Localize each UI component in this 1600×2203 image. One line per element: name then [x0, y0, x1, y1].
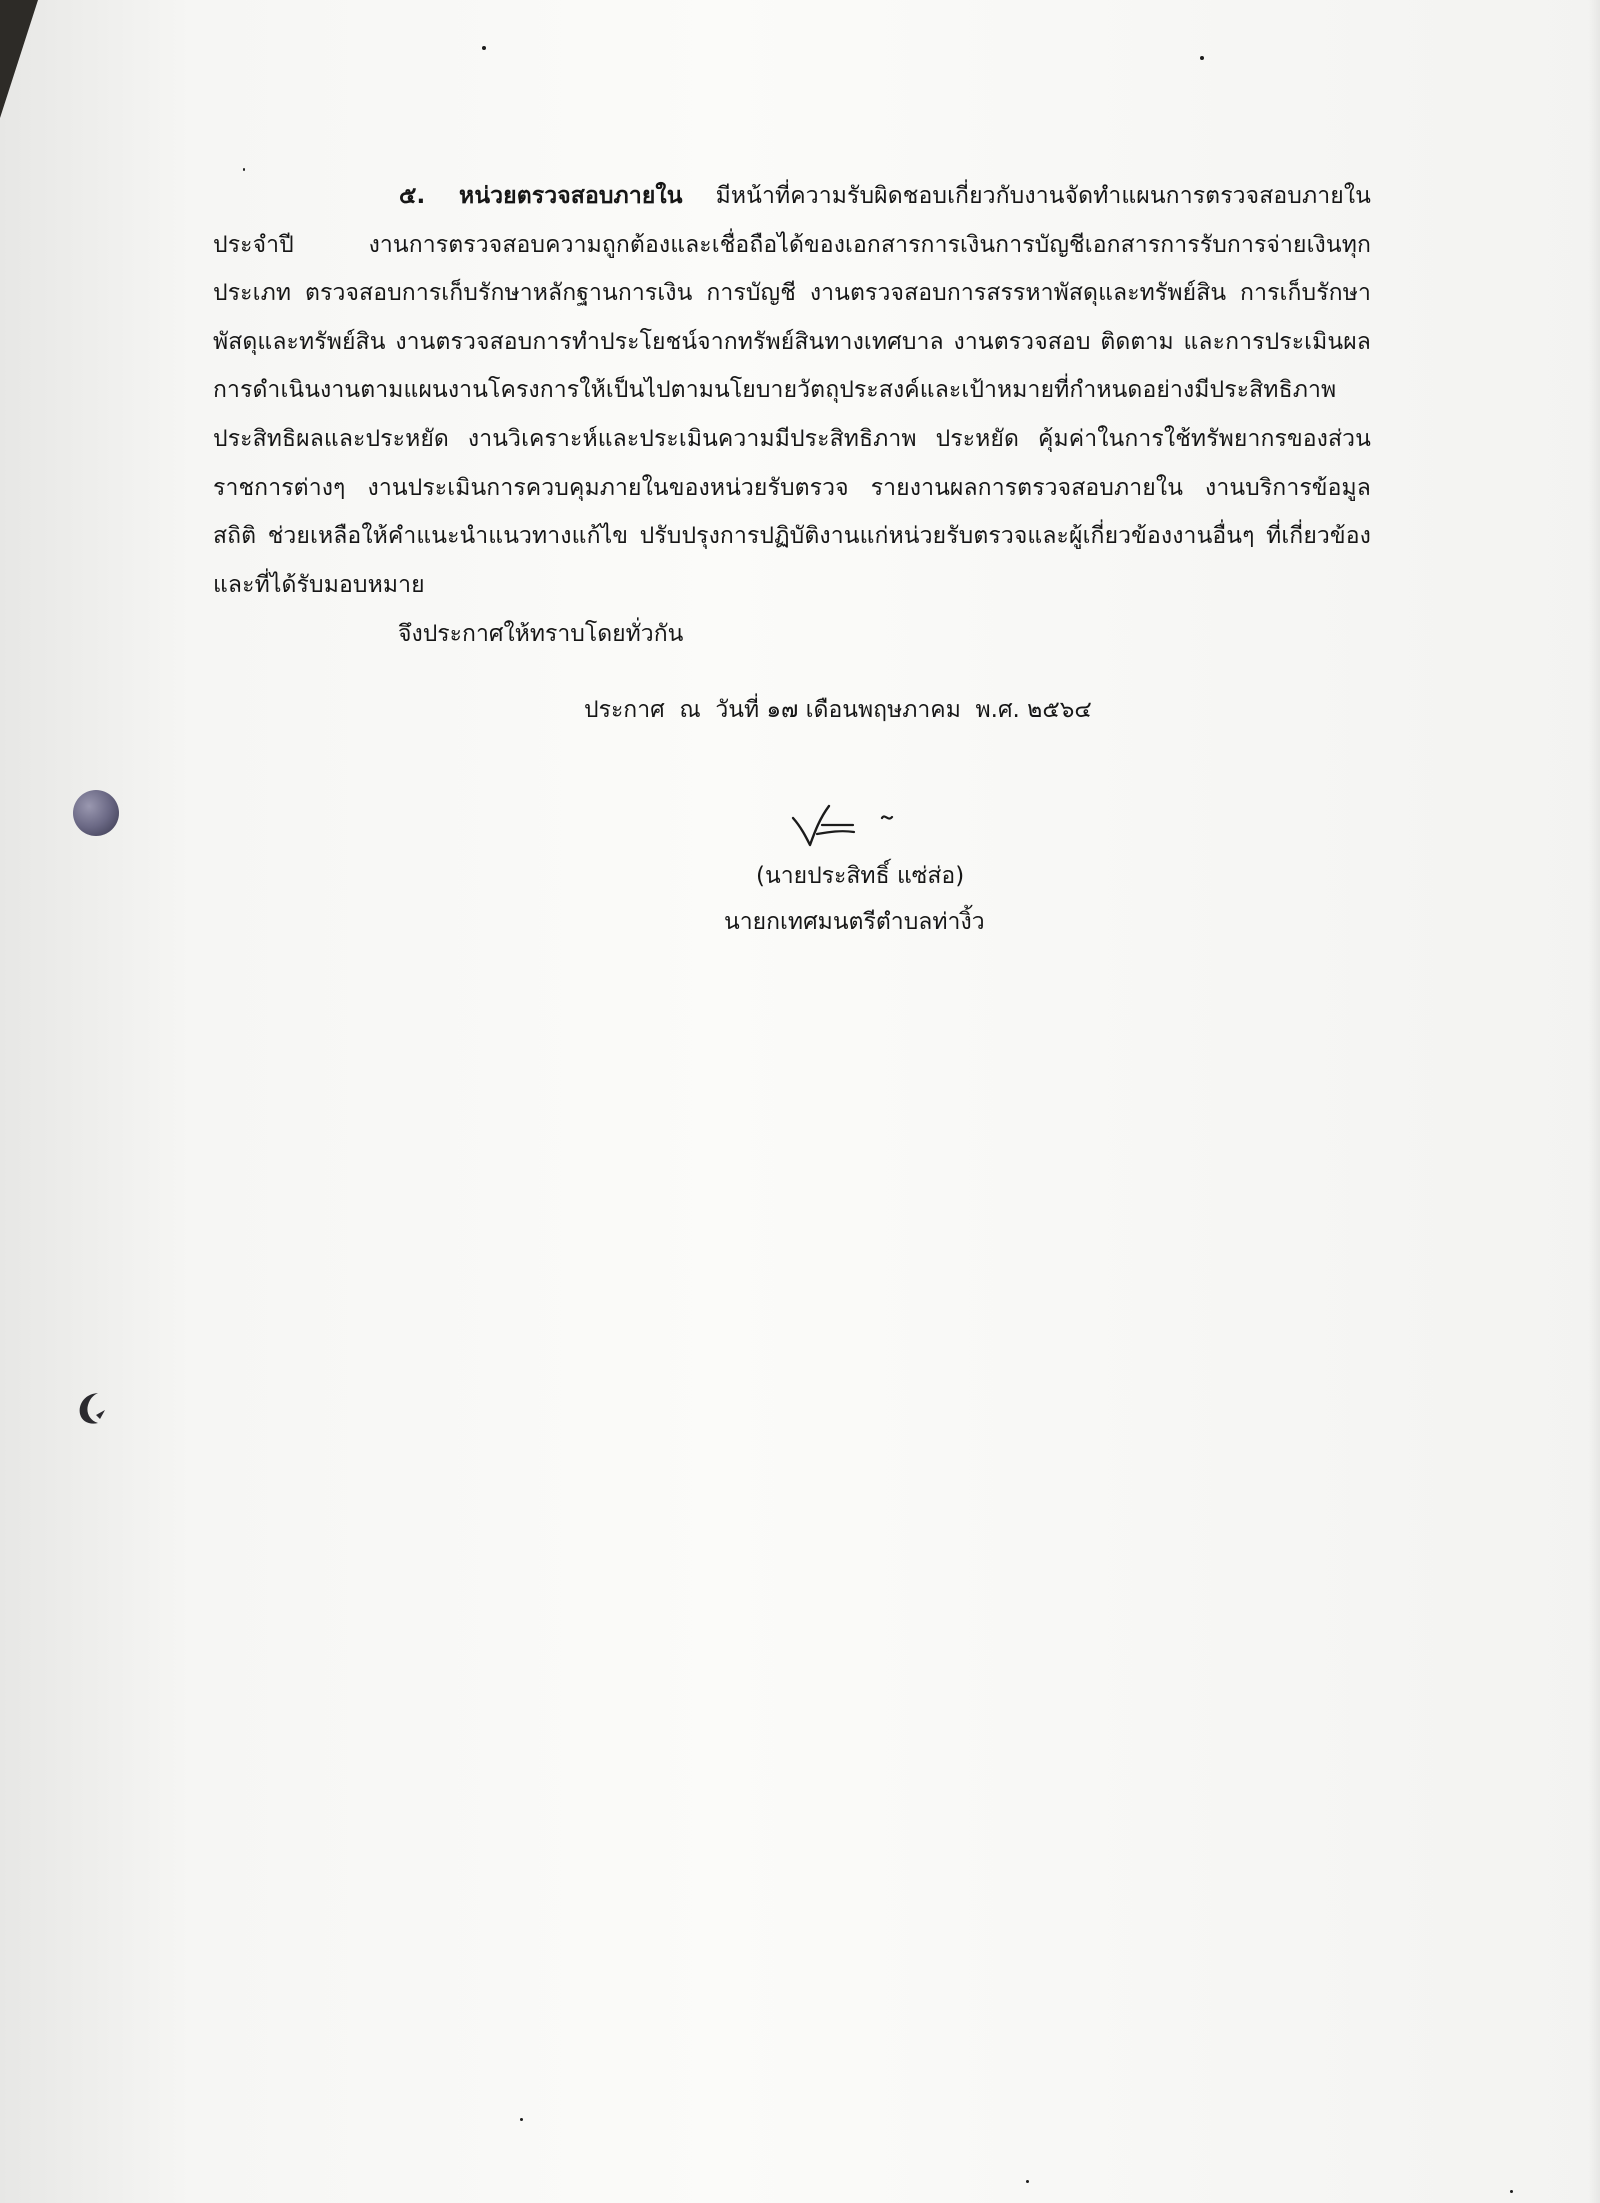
scan-speck: [1200, 56, 1204, 60]
announcement-date: ประกาศ ณ วันที่ ๑๗ เดือนพฤษภาคม พ.ศ. ๒๕๖๔: [584, 697, 1092, 723]
scan-speck: [1510, 2190, 1513, 2193]
section-paragraph: [213, 172, 1371, 609]
section-body: มีหน้าที่ความรับผิดชอบเกี่ยวกับงานจัดทำแผนการตรวจสอบภายในประจำปี งานการตรวจสอบความถูกต้องและเชื่อถือได้ของเอกสารการเงินการบัญชีเอกสารการรับการจ่ายเงินทุกประเภท ตรวจสอบการเก็บรักษาหลักฐานการเงิน การบัญชี งานตรวจสอบการสรรหาพัสดุและทรัพย์สิน การเก็บรักษาพัสดุและทรัพย์สิน งานตรวจสอบการทำประโยชน์จากทรัพย์สินทางเทศบาล งานตรวจสอบ ติดตาม และการประเมินผลการดำเนินงานตามแผนงานโครงการให้เป็นไปตามนโยบายวัตถุประสงค์และเป้าหมายที่กำหนดอย่างมีประสิทธิภาพ ประสิทธิผลและประหยัด งานวิเคราะห์และประเมินความมีประสิทธิภาพ ประหยัด คุ้มค่าในการใช้ทรัพยากรของส่วนราชการต่างๆ งานประเมินการควบคุมภายในของหน่วยรับตรวจ รายงานผลการตรวจสอบภายใน งานบริการข้อมูล สถิติ ช่วยเหลือให้คำแนะนำแนวทางแก้ไข ปรับปรุงการปฏิบัติงานแก่หน่วยรับตรวจและผู้เกี่ยวข้องงานอื่นๆ ที่เกี่ยวข้องและที่ได้รับมอบหมาย: [213, 183, 1371, 598]
scan-speck: [520, 2118, 523, 2121]
section-title: ๕. หน่วยตรวจสอบภายใน: [399, 183, 683, 209]
signer-name: (นายประสิทธิ์ แซ่ส่อ): [756, 863, 965, 889]
scan-speck: [1026, 2180, 1029, 2183]
punch-hole: [73, 790, 119, 836]
scan-speck: [482, 46, 486, 50]
punch-hole-fragment: [76, 1390, 108, 1426]
paper-edge-shadow: [1588, 0, 1600, 2203]
signer-title: นายกเทศมนตรีตำบลท่างิ้ว: [724, 909, 985, 935]
scan-speck: [243, 168, 245, 171]
handwritten-signature: [786, 800, 916, 852]
scan-corner-shadow: [0, 0, 38, 118]
announcement-closing: จึงประกาศให้ทราบโดยทั่วกัน: [398, 621, 684, 647]
